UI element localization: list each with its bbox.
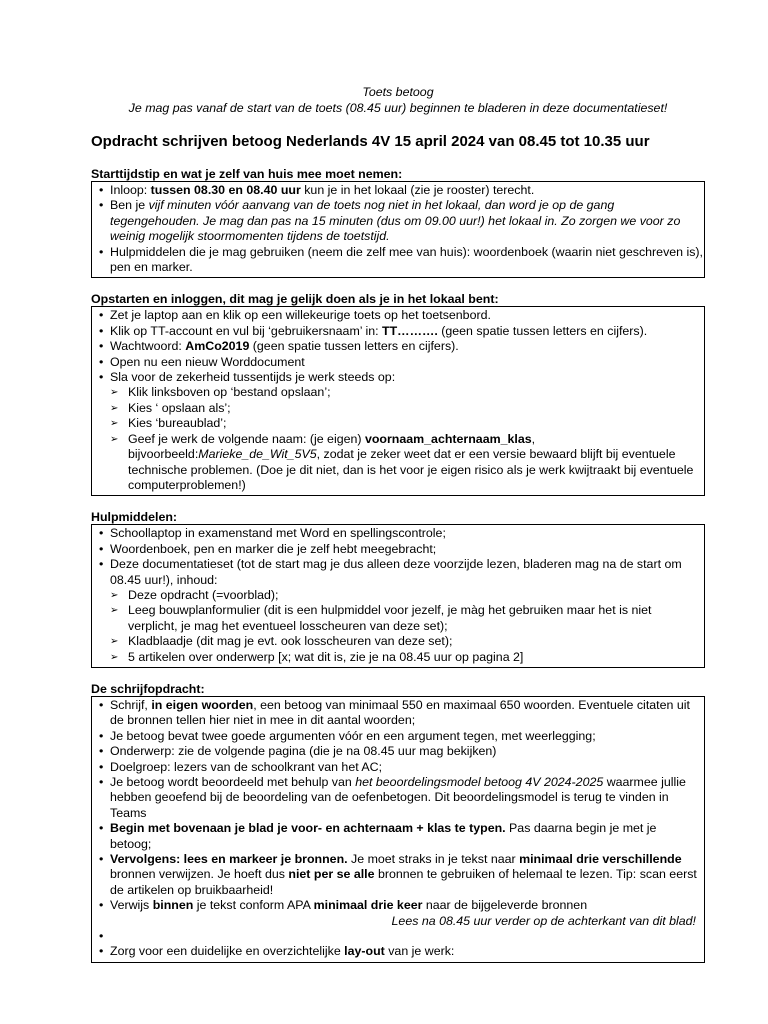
continue-note: Lees na 08.45 uur verder op de achterkant van dit blad! [391,913,696,928]
document-title: Opdracht schrijven betoog Nederlands 4V 15 april 2024 van 08.45 tot 10.35 uur [91,133,650,150]
sub-list-item: ➢ Leeg bouwplanformulier (dit is een hulpmiddel voor jezelf, je màg het gebruiken maar het is niet verplicht, je mag het eventueel losscheuren van deze set); [110,603,652,633]
list-item: • Klik op TT-account en vul bij ‘gebruikersnaam’ in: TT………. (geen spatie tussen letters en cijfers). [99,323,648,338]
bullet-icon: • [99,821,104,836]
header-line-1: Toets betoog [362,85,434,99]
bullet-icon: • [99,339,104,354]
list-item: • Schrijf, in eigen woorden, een betoog van minimaal 550 en maximaal 650 woorden. Eventuele citaten uit de bronnen tellen hier niet in mee in dit aantal woorden; [99,697,690,728]
arrow-bullet-icon: ➢ [110,402,119,414]
bullet-icon: • [99,370,104,385]
list-item: • Verwijs binnen je tekst conform APA minimaal drie keer naar de bijgeleverde bronnen [99,898,588,913]
list-item: • Vervolgens: lees en markeer je bronnen. Je moet straks in je tekst naar minimaal drie verschillende bronnen verwijzen. Je hoeft dus niet per se alle bronnen te gebruiken of helemaal te lezen. Tip: scan eerst de artikelen op bruikbaarheid! [99,852,697,897]
arrow-bullet-icon: ➢ [110,418,119,430]
arrow-bullet-icon: ➢ [110,605,119,617]
section-box-task [91,696,705,963]
sub-list-item: ➢ Kies ‘ opslaan als’; [110,400,231,415]
section-heading-start: Starttijdstip en wat je zelf van huis mee moet nemen: [91,167,403,181]
bullet-icon: • [99,244,104,259]
arrow-bullet-icon: ➢ [110,651,119,663]
list-item: • Inloop: tussen 08.30 en 08.40 uur kun je in het lokaal (zie je rooster) terecht. [99,183,535,197]
list-item: • Doelgroep: lezers van de schoolkrant van het AC; [99,759,383,774]
bullet-icon: • [99,557,104,572]
list-item: • Begin met bovenaan je blad je voor- en achternaam + klas te typen. Pas daarna begin je met je betoog; [99,821,657,851]
bullet-icon: • [99,526,104,541]
list-item: • Je betoog bevat twee goede argumenten vóór en een argument tegen, met weerlegging; [99,728,596,743]
sub-list-item: ➢ Kladblaadje (dit mag je evt. ook losscheuren van deze set); [110,634,453,649]
list-item: • Zet je laptop aan en klik op een willekeurige toets op het toetsenbord. [99,308,491,323]
bullet-icon: • [99,775,104,789]
bullet-icon: • [99,354,104,369]
arrow-bullet-icon: ➢ [110,636,119,648]
arrow-bullet-icon: ➢ [110,387,119,399]
list-item: • Je betoog wordt beoordeeld met behulp van het beoordelingsmodel betoog 4V 2024-2025 waarmee jullie hebben geoefend bij de beoordeling van de oefenbetogen. Dit beoordelingsmodel is terug te vinden in Teams [99,775,686,820]
bullet-icon: • [99,198,104,213]
arrow-bullet-icon: ➢ [110,433,119,445]
section-box-start [91,181,705,278]
section-box-tools [91,524,705,668]
bullet-icon: • [99,323,104,338]
sub-list-item: ➢ Deze opdracht (=voorblad); [110,587,279,602]
list-item: • Wachtwoord: AmCo2019 (geen spatie tussen letters en cijfers). [99,339,459,354]
list-item: • Ben je vijf minuten vóór aanvang van de toets nog niet in het lokaal, dan word je op de gang tegengehouden. Je mag dan pas na 15 minuten (dus om 09.00 uur!) het lokaal in. Zo zorgen we voor zo weinig mogelijk stoormomenten tijdens de toetstijd. [99,198,681,244]
bullet-icon: • [99,944,104,959]
list-item-empty [92,929,704,944]
sub-list-item: ➢ 5 artikelen over onderwerp [x; wat dit is, zie je na 08.45 uur op pagina 2] [110,649,524,664]
header-line-2: Je mag pas vanaf de start van de toets (08.45 uur) beginnen te bladeren in deze documentatieset! [128,101,668,115]
list-item: • Woordenboek, pen en marker die je zelf hebt meegebracht; [99,541,437,556]
sub-list-item: ➢ Geef je werk de volgende naam: (je eigen) voornaam_achternaam_klas, bijvoorbeeld:Marieke_de_Wit_5V5, zodat je zeker weet dat er een versie bewaard blijft bij eventuele technische problemen. (Doe je dit niet, dan is het voor je eigen risico als je werk kwijtraakt bij eventuele computerproblemen!) [110,431,694,492]
bullet-icon: • [99,929,104,944]
bullet-icon: • [99,852,104,867]
section-box-login [91,306,705,496]
document-page [91,84,705,963]
bullet-icon: • [99,697,104,712]
bullet-icon: • [99,759,104,774]
section-heading-login: Opstarten en inloggen, dit mag je gelijk doen als je in het lokaal bent: [91,292,499,307]
list-item: • Open nu een nieuw Worddocument [99,354,305,369]
list-item: • Deze documentatieset (tot de start mag je dus alleen deze voorzijde lezen, bladeren mag na de start om 08.45 uur!), inhoud: [99,557,682,587]
bullet-icon: • [99,898,104,913]
arrow-bullet-icon: ➢ [110,589,119,601]
sub-list-item: ➢ Kies ‘bureaublad’; [110,416,227,431]
bullet-icon: • [99,541,104,556]
bullet-icon: • [99,308,104,323]
sub-list-item: ➢ Klik linksboven op ‘bestand opslaan’; [110,385,331,400]
section-heading-tools: Hulpmiddelen: [91,510,178,525]
list-item: • Schoollaptop in examenstand met Word en spellingscontrole; [99,526,446,541]
list-item: • Zorg voor een duidelijke en overzichtelijke lay-out van je werk: [99,944,455,959]
list-item: • Onderwerp: zie de volgende pagina (die je na 08.45 uur mag bekijken) [99,744,497,759]
list-item: • Sla voor de zekerheid tussentijds je werk steeds op: [99,370,396,385]
bullet-icon: • [99,728,104,743]
bullet-icon: • [99,744,104,759]
bullet-icon: • [99,183,104,197]
list-item: • Hulpmiddelen die je mag gebruiken (neem die zelf mee van huis): woordenboek (waarin niet geschreven is), pen en marker. [99,244,704,275]
section-heading-task: De schrijfopdracht: [91,681,205,696]
